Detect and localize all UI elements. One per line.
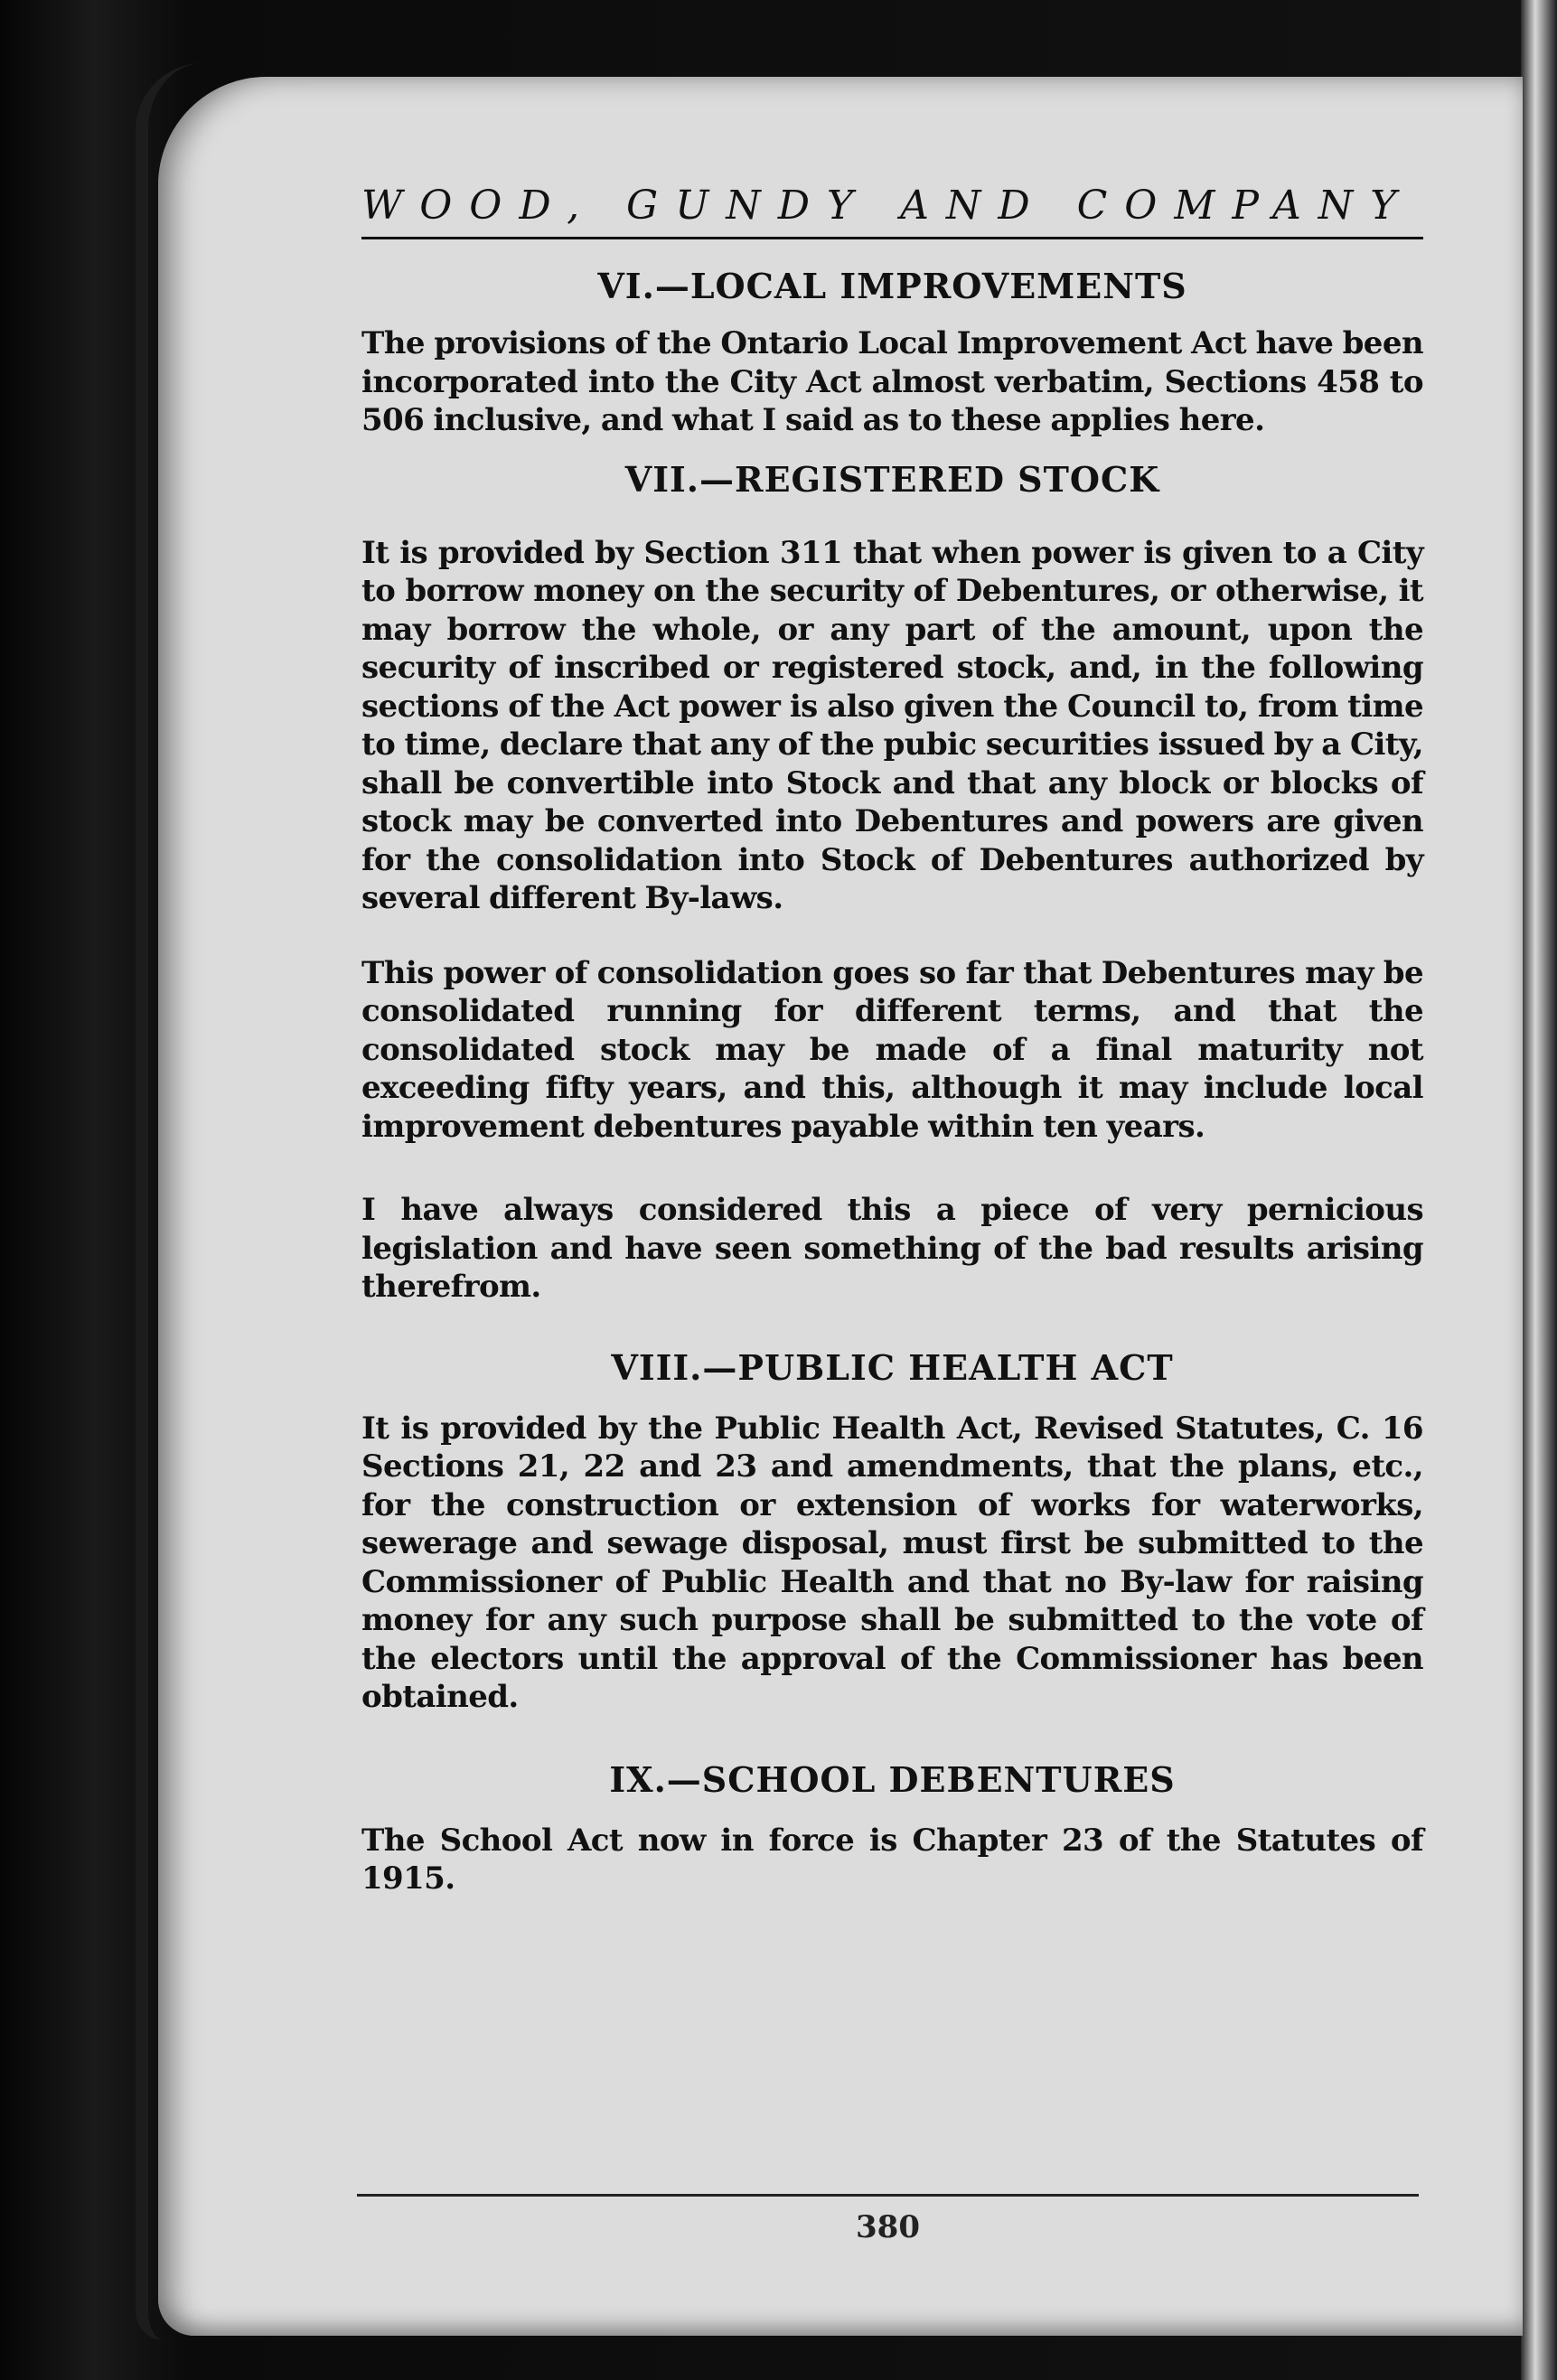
- scan-right-edge: [1521, 0, 1557, 2380]
- paragraph: It is provided by Section 311 that when power is given to a City to borrow money on the security of Debentures, or otherwise, it may borrow the whole, or any part of the amount, upon the security of inscribed or registered stock, and, in the following sections of the Act power is also given the Council to, from time to time, declare that any of the pubic securities issued by a City, shall be convertible into Stock and that any block or blocks of stock may be converted into Debentures and powers are given for the consolidation into Stock of Debentures authorized by several different By-laws.: [361, 534, 1423, 916]
- page-content: [361, 181, 1423, 1898]
- footer-rule: [357, 2194, 1419, 2197]
- paragraph: The School Act now in force is Chapter 23 of the Statutes of 1915.: [361, 1822, 1423, 1897]
- section-school-debentures: [361, 1758, 1423, 1898]
- paragraph: I have always considered this a piece of very pernicious legislation and have seen something of the bad results arising therefrom.: [361, 1192, 1423, 1305]
- section-heading: IX.—SCHOOL DEBENTURES: [609, 1758, 1176, 1800]
- paragraph-gap: [361, 1146, 1423, 1191]
- page-number: 380: [856, 2209, 920, 2245]
- section-heading: VI.—LOCAL IMPROVEMENTS: [597, 266, 1187, 306]
- paragraph: It is provided by the Public Health Act, Revised Statutes, C. 16 Sections 21, 22 and 23 and amendments, that the plans, etc., for the construction or extension of works for waterworks, sewerage and sewage disposal, must first be submitted to the Commissioner of Public Health and that no By-law for raising money for any such purpose shall be submitted to the vote of the electors until the approval of the Commissioner has been obtained.: [361, 1410, 1423, 1715]
- paragraph: The provisions of the Ontario Local Improvement Act have been incorporated into the City Act almost verbatim, Sections 458 to 506 inclusive, and what I said as to these applies here.: [361, 325, 1423, 438]
- section-public-health-act: [361, 1346, 1423, 1717]
- section-registered-stock: [361, 458, 1423, 1307]
- running-header: WOOD, GUNDY AND COMPANY: [361, 181, 1423, 239]
- section-heading: VII.—REGISTERED STOCK: [624, 458, 1160, 500]
- paragraph: This power of consolidation goes so far that Debentures may be consolidated running for different terms, and that the consolidated stock may be made of a final maturity not exceeding fifty years, and this, although it may include local improvement debentures payable within ten years.: [361, 954, 1423, 1145]
- section-local-improvements: [361, 265, 1423, 440]
- section-heading: VIII.—PUBLIC HEALTH ACT: [611, 1346, 1174, 1388]
- paragraph-gap: [361, 918, 1423, 954]
